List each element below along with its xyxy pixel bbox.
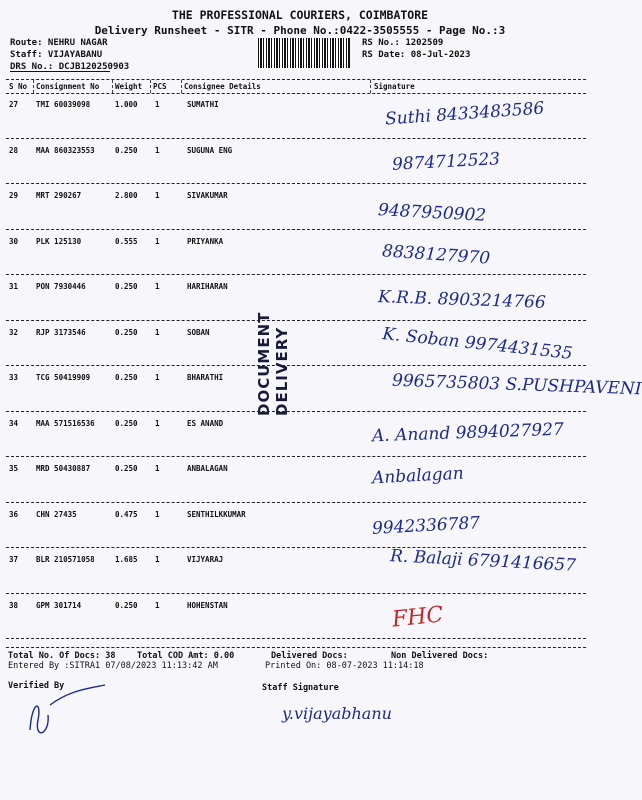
staff-signature-scrawl: y.vijayabhanu — [282, 704, 392, 723]
cell-signature: 9965735803 S.PUSHPAVENI — [391, 370, 642, 400]
row-divider — [6, 274, 586, 275]
col-header-sno: S No — [9, 82, 28, 91]
route-label: Route: NEHRU NAGAR — [10, 38, 108, 48]
cell-consignee: PRIYANKA — [187, 236, 224, 246]
total-cod: Total COD Amt: 0.00 — [137, 651, 235, 661]
header-top-rule — [6, 79, 586, 80]
cell-weight: 0.475 — [115, 509, 138, 519]
cell-weight: 1.685 — [115, 555, 138, 564]
row-divider — [6, 456, 586, 457]
cell-signature: 9487950902 — [377, 200, 487, 226]
cell-consignment-no: MRT 290267 — [36, 191, 82, 200]
drs-underline — [10, 71, 110, 72]
row-divider — [6, 502, 586, 503]
cell-pcs: 1 — [155, 600, 160, 610]
cell-consignment-no: PON 7930446 — [36, 282, 86, 291]
cell-consignee: ANBALAGAN — [187, 464, 228, 473]
printed-on: Printed On: 08-07-2023 11:14:18 — [265, 661, 424, 671]
footer-rule — [6, 647, 586, 648]
col-divider — [181, 80, 182, 93]
staff-label: Staff: VIJAYABANU — [10, 50, 103, 60]
cell-weight: 0.250 — [115, 145, 138, 155]
cell-weight: 0.250 — [115, 600, 138, 610]
cell-consignment-no: GPM 301714 — [36, 600, 82, 610]
cell-consignee: SUMATHI — [187, 100, 219, 109]
cell-pcs: 1 — [155, 555, 160, 564]
row-divider — [6, 365, 586, 366]
col-divider — [150, 80, 151, 93]
col-header-consignee: Consignee Details — [184, 82, 261, 91]
col-header-signature: Signature — [374, 82, 415, 91]
non-delivered-docs: Non Delivered Docs: — [391, 651, 489, 661]
staff-signature-label: Staff Signature — [262, 683, 339, 693]
cell-consignment-no: TCG 50419909 — [36, 373, 91, 382]
runsheet-subtitle: Delivery Runsheet - SITR - Phone No.:0422-3505555 - Page No.:3 — [94, 24, 506, 37]
cell-pcs: 1 — [155, 464, 160, 473]
row-divider — [6, 138, 586, 139]
cell-signature: 8838127970 — [381, 240, 491, 269]
col-divider — [112, 80, 113, 93]
cell-sno: 34 — [9, 418, 19, 428]
cell-signature: K.R.B. 8903214766 — [377, 287, 547, 313]
col-header-consignment: Consignment No — [36, 82, 100, 91]
cell-signature: A. Anand 9894027927 — [371, 419, 565, 446]
cell-weight: 2.800 — [115, 191, 138, 200]
row-divider — [6, 593, 586, 594]
cell-signature: Anbalagan — [371, 463, 465, 489]
cell-sno: 38 — [9, 600, 19, 610]
col-divider — [370, 80, 371, 93]
cell-consignee: SOBAN — [187, 327, 210, 337]
rs-number: RS No.: 1202509 — [362, 38, 444, 48]
cell-consignee: ES ANAND — [187, 418, 224, 428]
cell-weight: 1.000 — [115, 100, 138, 109]
cell-signature: FHC — [390, 601, 445, 633]
cell-consignee: HARIHARAN — [187, 282, 228, 291]
cell-pcs: 1 — [155, 509, 160, 519]
document-delivery-stamp: DOCUMENT DELIVERY — [255, 311, 291, 416]
cell-consignment-no: MAA 860323553 — [36, 145, 95, 155]
cell-sno: 35 — [9, 464, 19, 473]
cell-sno: 28 — [9, 145, 19, 155]
cell-consignment-no: RJP 3173546 — [36, 327, 86, 337]
cell-sno: 37 — [9, 555, 19, 564]
cell-consignment-no: MAA 571516536 — [36, 418, 95, 428]
header-bottom-rule — [6, 93, 586, 94]
company-title: THE PROFESSIONAL COURIERS, COIMBATORE — [171, 8, 429, 22]
row-divider — [6, 320, 586, 321]
cell-weight: 0.250 — [115, 282, 138, 291]
barcode — [258, 38, 350, 68]
cell-sno: 32 — [9, 327, 19, 337]
cell-signature: 9942336787 — [371, 512, 481, 539]
cell-signature: 9874712523 — [391, 148, 501, 175]
cell-sno: 31 — [9, 282, 19, 291]
cell-sno: 27 — [9, 100, 19, 109]
verified-signature-scrawl — [20, 680, 110, 740]
drs-number: DRS No.: DCJB120250903 — [10, 62, 130, 72]
cell-weight: 0.250 — [115, 373, 138, 382]
cell-signature: R. Balaji 6791416657 — [389, 546, 577, 576]
cell-consignee: BHARATHI — [187, 373, 224, 382]
cell-pcs: 1 — [155, 327, 160, 337]
cell-consignment-no: TMI 60039098 — [36, 100, 91, 109]
cell-weight: 0.250 — [115, 464, 138, 473]
cell-sno: 36 — [9, 509, 19, 519]
rs-date: RS Date: 08-Jul-2023 — [362, 50, 471, 60]
cell-consignee: SENTHILKKUMAR — [187, 509, 246, 519]
cell-weight: 0.555 — [115, 236, 138, 246]
cell-consignee: VIJYARAJ — [187, 555, 224, 564]
col-header-weight: Weight — [115, 82, 143, 91]
row-divider — [6, 547, 586, 548]
cell-pcs: 1 — [155, 373, 160, 382]
cell-weight: 0.250 — [115, 418, 138, 428]
cell-consignee: SUGUNA ENG — [187, 145, 233, 155]
cell-signature: Suthi 8433483586 — [384, 98, 545, 130]
entered-by: Entered By :SITRA1 07/08/2023 11:13:42 AM — [8, 661, 218, 671]
cell-consignee: SIVAKUMAR — [187, 191, 228, 200]
cell-consignment-no: PLK 125130 — [36, 236, 82, 246]
row-divider — [6, 183, 586, 184]
col-divider — [33, 80, 34, 93]
col-header-pcs: PCS — [153, 82, 167, 91]
cell-consignee: HOHENSTAN — [187, 600, 228, 610]
cell-consignment-no: BLR 210571058 — [36, 555, 95, 564]
delivered-docs: Delivered Docs: — [271, 651, 348, 661]
cell-pcs: 1 — [155, 418, 160, 428]
row-divider — [6, 411, 586, 412]
cell-sno: 33 — [9, 373, 19, 382]
cell-signature: K. Soban 9974431535 — [381, 323, 574, 364]
row-divider — [6, 229, 586, 230]
cell-sno: 30 — [9, 236, 19, 246]
cell-pcs: 1 — [155, 282, 160, 291]
cell-consignment-no: CHN 27435 — [36, 509, 77, 519]
total-docs: Total No. Of Docs: 38 — [8, 651, 116, 661]
cell-pcs: 1 — [155, 191, 160, 200]
cell-pcs: 1 — [155, 100, 160, 109]
verified-by-label: Verified By — [8, 681, 65, 691]
cell-pcs: 1 — [155, 236, 160, 246]
cell-consignment-no: MRD 50430887 — [36, 464, 91, 473]
cell-weight: 0.250 — [115, 327, 138, 337]
row-divider — [6, 638, 586, 639]
cell-sno: 29 — [9, 191, 19, 200]
cell-pcs: 1 — [155, 145, 160, 155]
